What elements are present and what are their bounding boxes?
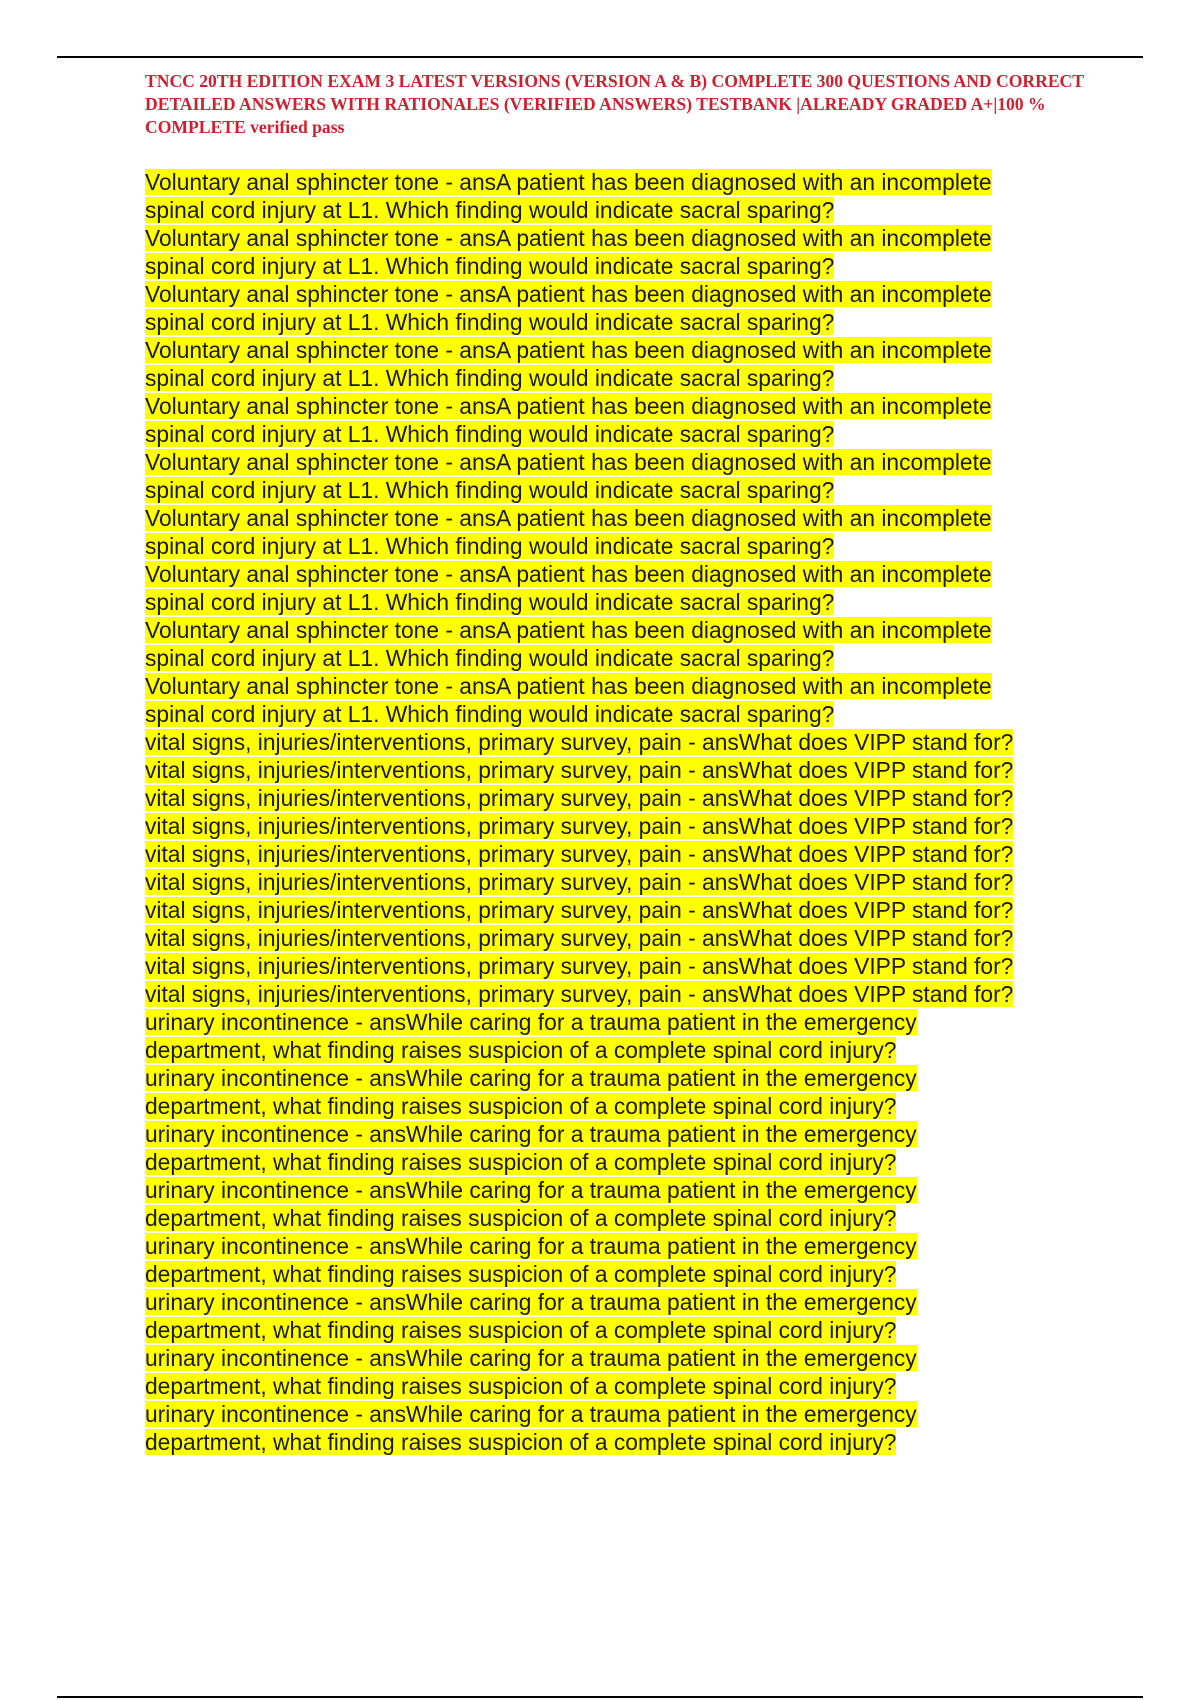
- qa-text: urinary incontinence - ansWhile caring for a trauma patient in the emergency department, what finding raises suspicion of a complete spinal cord injury?: [145, 1009, 917, 1063]
- qa-entry-sacral: [145, 616, 1050, 672]
- qa-list: [145, 168, 1145, 1456]
- qa-text: Voluntary anal sphincter tone - ansA patient has been diagnosed with an incomplete spinal cord injury at L1. Which finding would indicate sacral sparing?: [145, 393, 992, 447]
- qa-entry-sacral: [145, 672, 1050, 728]
- qa-text: vital signs, injuries/interventions, primary survey, pain - ansWhat does VIPP stand for?: [145, 785, 1014, 811]
- qa-text: urinary incontinence - ansWhile caring for a trauma patient in the emergency department, what finding raises suspicion of a complete spinal cord injury?: [145, 1401, 917, 1455]
- qa-entry-vipp: [145, 840, 1145, 868]
- qa-text: vital signs, injuries/interventions, primary survey, pain - ansWhat does VIPP stand for?: [145, 981, 1014, 1007]
- qa-entry-urinary: [145, 1120, 965, 1176]
- qa-text: Voluntary anal sphincter tone - ansA patient has been diagnosed with an incomplete spinal cord injury at L1. Which finding would indicate sacral sparing?: [145, 225, 992, 279]
- qa-text: urinary incontinence - ansWhile caring for a trauma patient in the emergency department, what finding raises suspicion of a complete spinal cord injury?: [145, 1121, 917, 1175]
- qa-text: vital signs, injuries/interventions, primary survey, pain - ansWhat does VIPP stand for?: [145, 757, 1014, 783]
- qa-entry-urinary: [145, 1400, 965, 1456]
- qa-entry-sacral: [145, 560, 1050, 616]
- qa-text: Voluntary anal sphincter tone - ansA patient has been diagnosed with an incomplete spinal cord injury at L1. Which finding would indicate sacral sparing?: [145, 505, 992, 559]
- qa-entry-sacral: [145, 280, 1050, 336]
- qa-entry-sacral: [145, 392, 1050, 448]
- qa-entry-vipp: [145, 980, 1145, 1008]
- qa-text: Voluntary anal sphincter tone - ansA patient has been diagnosed with an incomplete spinal cord injury at L1. Which finding would indicate sacral sparing?: [145, 561, 992, 615]
- qa-entry-urinary: [145, 1176, 965, 1232]
- qa-entry-sacral: [145, 168, 1050, 224]
- qa-entry-urinary: [145, 1064, 965, 1120]
- qa-entry-urinary: [145, 1008, 965, 1064]
- qa-entry-sacral: [145, 336, 1050, 392]
- qa-text: vital signs, injuries/interventions, primary survey, pain - ansWhat does VIPP stand for?: [145, 813, 1014, 839]
- qa-text: urinary incontinence - ansWhile caring for a trauma patient in the emergency department, what finding raises suspicion of a complete spinal cord injury?: [145, 1345, 917, 1399]
- qa-entry-vipp: [145, 756, 1145, 784]
- qa-entry-urinary: [145, 1344, 965, 1400]
- qa-text: urinary incontinence - ansWhile caring for a trauma patient in the emergency department, what finding raises suspicion of a complete spinal cord injury?: [145, 1177, 917, 1231]
- qa-entry-vipp: [145, 924, 1145, 952]
- qa-text: urinary incontinence - ansWhile caring for a trauma patient in the emergency department, what finding raises suspicion of a complete spinal cord injury?: [145, 1065, 917, 1119]
- qa-text: vital signs, injuries/interventions, primary survey, pain - ansWhat does VIPP stand for?: [145, 729, 1014, 755]
- qa-entry-urinary: [145, 1232, 965, 1288]
- qa-text: vital signs, injuries/interventions, primary survey, pain - ansWhat does VIPP stand for?: [145, 953, 1014, 979]
- qa-text: Voluntary anal sphincter tone - ansA patient has been diagnosed with an incomplete spinal cord injury at L1. Which finding would indicate sacral sparing?: [145, 617, 992, 671]
- qa-text: Voluntary anal sphincter tone - ansA patient has been diagnosed with an incomplete spinal cord injury at L1. Which finding would indicate sacral sparing?: [145, 169, 992, 223]
- qa-entry-vipp: [145, 784, 1145, 812]
- qa-text: Voluntary anal sphincter tone - ansA patient has been diagnosed with an incomplete spinal cord injury at L1. Which finding would indicate sacral sparing?: [145, 281, 992, 335]
- qa-entry-vipp: [145, 812, 1145, 840]
- qa-entry-sacral: [145, 448, 1050, 504]
- qa-text: Voluntary anal sphincter tone - ansA patient has been diagnosed with an incomplete spinal cord injury at L1. Which finding would indicate sacral sparing?: [145, 449, 992, 503]
- qa-text: Voluntary anal sphincter tone - ansA patient has been diagnosed with an incomplete spinal cord injury at L1. Which finding would indicate sacral sparing?: [145, 337, 992, 391]
- qa-text: vital signs, injuries/interventions, primary survey, pain - ansWhat does VIPP stand for?: [145, 841, 1014, 867]
- top-rule: [57, 56, 1143, 58]
- qa-text: vital signs, injuries/interventions, primary survey, pain - ansWhat does VIPP stand for?: [145, 925, 1014, 951]
- document-title: TNCC 20TH EDITION EXAM 3 LATEST VERSIONS (VERSION A & B) COMPLETE 300 QUESTIONS AND CORRECT DETAILED ANSWERS WITH RATIONALES (VERIFIED ANSWERS) TESTBANK |ALREADY GRADED A+|100 % COMPLETE verified pass: [145, 71, 1084, 137]
- qa-entry-vipp: [145, 952, 1145, 980]
- qa-text: vital signs, injuries/interventions, primary survey, pain - ansWhat does VIPP stand for?: [145, 897, 1014, 923]
- qa-entry-urinary: [145, 1288, 965, 1344]
- qa-text: urinary incontinence - ansWhile caring for a trauma patient in the emergency department, what finding raises suspicion of a complete spinal cord injury?: [145, 1233, 917, 1287]
- qa-entry-sacral: [145, 504, 1050, 560]
- qa-text: Voluntary anal sphincter tone - ansA patient has been diagnosed with an incomplete spinal cord injury at L1. Which finding would indicate sacral sparing?: [145, 673, 992, 727]
- qa-text: vital signs, injuries/interventions, primary survey, pain - ansWhat does VIPP stand for?: [145, 869, 1014, 895]
- qa-entry-sacral: [145, 224, 1050, 280]
- qa-entry-vipp: [145, 868, 1145, 896]
- qa-entry-vipp: [145, 728, 1145, 756]
- qa-text: urinary incontinence - ansWhile caring for a trauma patient in the emergency department, what finding raises suspicion of a complete spinal cord injury?: [145, 1289, 917, 1343]
- bottom-rule: [57, 1696, 1143, 1698]
- qa-entry-vipp: [145, 896, 1145, 924]
